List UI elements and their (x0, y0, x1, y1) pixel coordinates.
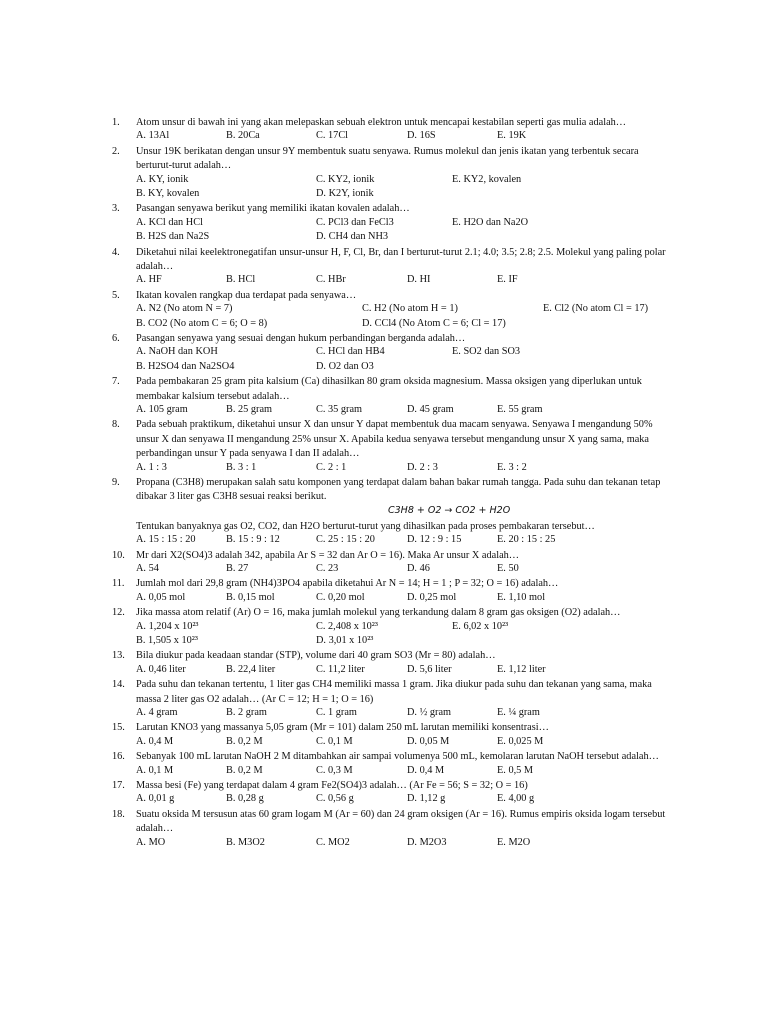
answer-option: B. 15 : 9 : 12 (226, 534, 280, 546)
options-row (0, 130, 768, 144)
answer-option: B. 0,15 mol (226, 591, 275, 603)
question-list (0, 116, 768, 851)
answer-option: A. 0,05 mol (136, 591, 186, 603)
question-text: Bila diukur pada keadaan standar (STP), volume dari 40 gram SO3 (Mr = 80) adalah… (136, 650, 496, 662)
question-number: 15. (112, 722, 125, 734)
question-text: Pasangan senyawa berikut yang memiliki ikatan kovalen adalah… (136, 203, 410, 215)
question-text: Suatu oksida M tersusun atas 60 gram logam M (Ar = 60) dan 24 gram oksigen (Ar = 16). Rumus empiris oksida logam tersebut adalah… (136, 808, 666, 835)
question-text: Pasangan senyawa yang sesuai dengan hukum perbandingan berganda adalah… (136, 332, 466, 344)
answer-option: A. KY, ionik (136, 173, 189, 185)
question-11 (0, 577, 768, 591)
question-number: 18. (112, 808, 125, 820)
options-row (0, 231, 768, 245)
answer-option: D. 45 gram (407, 403, 454, 415)
question-14 (0, 678, 768, 707)
answer-option: B. 22,4 liter (226, 663, 276, 675)
question-number: 5. (112, 289, 120, 301)
answer-option: A. 54 (136, 562, 159, 574)
question-text: Mr dari X2(SO4)3 adalah 342, apabila Ar S = 32 dan Ar O = 16). Maka Ar unsur X adalah… (136, 549, 520, 561)
answer-option: D. ½ gram (407, 706, 452, 718)
answer-option: D. CH4 dan NH3 (316, 231, 389, 243)
question-number: 2. (112, 145, 120, 157)
answer-option: A. 1 : 3 (136, 461, 167, 473)
answer-option: E. 20 : 15 : 25 (497, 534, 556, 546)
answer-option: A. 0,01 g (136, 793, 175, 805)
answer-option: B. H2S dan Na2S (136, 231, 210, 243)
options-row (0, 217, 768, 231)
reaction-equation: C3H8 + O2 → CO2 + H2O (388, 504, 511, 516)
answer-option: E. 6,02 x 10²³ (452, 620, 509, 632)
options-row (0, 462, 768, 476)
answer-option: C. 2 : 1 (316, 461, 347, 473)
question-7 (0, 375, 768, 404)
answer-option: B. 0,28 g (226, 793, 264, 805)
answer-option: C. KY2, ionik (316, 173, 375, 185)
options-row (0, 707, 768, 721)
options-row (0, 837, 768, 851)
answer-option: A. 13Al (136, 130, 170, 142)
question-13 (0, 649, 768, 663)
answer-option: E. M2O (497, 836, 531, 848)
answer-option: B. 0,2 M (226, 735, 263, 747)
answer-option: C. 17Cl (316, 130, 349, 142)
question-2 (0, 145, 768, 174)
options-row (0, 174, 768, 188)
answer-option: A. 105 gram (136, 403, 188, 415)
answer-option: C. 1 gram (316, 706, 357, 718)
answer-option: E. 55 gram (497, 403, 543, 415)
answer-option: E. 19K (497, 130, 527, 142)
options-row (0, 765, 768, 779)
answer-option: D. 1,12 g (407, 793, 446, 805)
answer-option: B. 3 : 1 (226, 461, 257, 473)
answer-option: D. 2 : 3 (407, 461, 438, 473)
question-number: 1. (112, 117, 120, 128)
answer-option: A. 15 : 15 : 20 (136, 534, 196, 546)
question-number: 8. (112, 419, 120, 431)
answer-option: D. M2O3 (407, 836, 447, 848)
answer-option: E. 4,00 g (497, 793, 535, 805)
answer-option: E. 1,12 liter (497, 663, 546, 675)
question-text: Atom unsur di bawah ini yang akan melepaskan sebuah elektron untuk mencapai kestabilan seperti gas mulia adalah… (136, 117, 627, 128)
answer-option: D. 46 (407, 562, 430, 574)
answer-option: C. 2,408 x 10²³ (316, 620, 378, 632)
answer-option: C. 0,56 g (316, 793, 354, 805)
question-number: 14. (112, 679, 125, 691)
question-text: Propana (C3H8) merupakan salah satu komponen yang terdapat dalam bahan bakar rumah tangga. Pada suhu dan tekanan tetap dibakar 3 liter gas C3H8 sesuai reaksi berikut. (136, 476, 661, 503)
answer-option: E. 0,5 M (497, 764, 534, 776)
question-number: 10. (112, 549, 125, 561)
answer-option: B. 20Ca (226, 130, 260, 142)
answer-option: D. HI (407, 274, 431, 286)
question-10 (0, 549, 768, 563)
question-number: 4. (112, 246, 120, 258)
options-row (0, 361, 768, 375)
question-18 (0, 808, 768, 837)
answer-option: E. 0,025 M (497, 735, 544, 747)
answer-option: B. KY, kovalen (136, 188, 200, 199)
answer-option: C. 0,20 mol (316, 591, 365, 603)
question-text: Ikatan kovalen rangkap dua terdapat pada senyawa… (136, 289, 357, 301)
question-number: 6. (112, 332, 120, 344)
answer-option: D. 16S (407, 130, 436, 142)
answer-option: A. MO (136, 836, 166, 848)
answer-option: E. Cl2 (No atom Cl = 17) (543, 303, 649, 315)
answer-option: C. HBr (316, 274, 346, 286)
question-15 (0, 721, 768, 735)
question-16 (0, 750, 768, 764)
answer-option: B. 0,2 M (226, 764, 263, 776)
answer-option: C. 0,3 M (316, 764, 353, 776)
question-text: Pada suhu dan tekanan tertentu, 1 liter gas CH4 memiliki massa 1 gram. Jika diukur pada suhu dan tekanan yang sama, maka massa 2 liter gas O2 adalah… (Ar C = 12; H = 1; O = 16) (136, 679, 652, 705)
answer-option: D. K2Y, ionik (316, 188, 374, 199)
answer-option: C. PCl3 dan FeCl3 (316, 216, 394, 228)
options-row (0, 621, 768, 635)
answer-option: E. H2O dan Na2O (452, 216, 529, 228)
answer-option: A. 1,204 x 10²³ (136, 620, 199, 632)
question-4 (0, 246, 768, 275)
answer-option: D. O2 dan O3 (316, 360, 374, 372)
question-text: Larutan KNO3 yang massanya 5,05 gram (Mr = 101) dalam 250 mL larutan memiliki konsentrasi… (136, 722, 549, 734)
answer-option: D. 0,05 M (407, 735, 450, 747)
question-9 (0, 476, 768, 505)
answer-option: C. 25 : 15 : 20 (316, 534, 375, 546)
question-1 (0, 116, 768, 130)
answer-option: B. 25 gram (226, 403, 273, 415)
answer-option: A. 0,1 M (136, 764, 174, 776)
answer-option: D. 0,4 M (407, 764, 445, 776)
answer-option: B. H2SO4 dan Na2SO4 (136, 360, 235, 372)
question-text: Pada sebuah praktikum, diketahui unsur X dan unsur Y dapat membentuk dua macam senyawa. Senyawa I mengandung 50% unsur X dan senyawa II mengandung 25% unsur X. Apabila kedua senyawa tersebut mengandung unsur X yang sama, maka perbandingan unsur Y pada senyawa I dan II adalah… (136, 419, 653, 460)
question-number: 11. (112, 578, 125, 590)
options-row (0, 274, 768, 288)
answer-option: B. 1,505 x 10²³ (136, 634, 198, 646)
question-number: 7. (112, 376, 120, 388)
answer-option: C. 11,2 liter (316, 663, 365, 675)
question-5 (0, 289, 768, 303)
options-row (0, 346, 768, 360)
answer-option: A. N2 (No atom N = 7) (136, 303, 233, 315)
answer-option: A. HF (136, 274, 162, 286)
question-text: Jumlah mol dari 29,8 gram (NH4)3PO4 apabila diketahui Ar N = 14; H = 1 ; P = 32; O = 16) adalah… (136, 578, 559, 590)
answer-option: D. 12 : 9 : 15 (407, 534, 462, 546)
answer-option: B. M3O2 (226, 836, 265, 848)
options-row (0, 534, 768, 548)
question-8 (0, 418, 768, 461)
answer-option: B. 2 gram (226, 706, 267, 718)
answer-option: C. H2 (No atom H = 1) (362, 303, 458, 315)
answer-option: A. NaOH dan KOH (136, 346, 218, 358)
answer-option: B. CO2 (No atom C = 6; O = 8) (136, 317, 268, 329)
answer-option: C. 0,1 M (316, 735, 353, 747)
answer-option: E. IF (497, 274, 518, 286)
answer-option: D. CCl4 (No Atom C = 6; Cl = 17) (362, 317, 506, 329)
answer-option: E. 3 : 2 (497, 461, 527, 473)
question-number: 16. (112, 751, 125, 763)
answer-option: B. HCl (226, 274, 256, 286)
answer-option: E. SO2 dan SO3 (452, 346, 521, 358)
question-text-continued: Tentukan banyaknya gas O2, CO2, dan H2O berturut-turut yang dihasilkan pada proses pembakaran tersebut… (136, 520, 595, 532)
answer-option: E. ¼ gram (497, 706, 540, 718)
question-number: 13. (112, 650, 125, 662)
options-row (0, 592, 768, 606)
answer-option: A. 4 gram (136, 706, 178, 718)
question-number: 17. (112, 779, 125, 791)
question-6 (0, 332, 768, 346)
options-row (0, 793, 768, 807)
question-3 (0, 202, 768, 216)
question-number: 12. (112, 607, 125, 619)
options-row (0, 303, 768, 317)
options-row (0, 318, 768, 332)
options-row (0, 404, 768, 418)
question-12 (0, 606, 768, 620)
options-row (0, 664, 768, 678)
answer-option: D. 5,6 liter (407, 663, 452, 675)
options-row (0, 563, 768, 577)
answer-option: A. KCl dan HCl (136, 216, 203, 228)
question-text: Sebanyak 100 mL larutan NaOH 2 M ditambahkan air sampai volumenya 500 mL, kemolaran larutan NaOH tersebut adalah… (136, 751, 659, 763)
question-text: Jika massa atom relatif (Ar) O = 16, maka jumlah molekul yang terkandung dalam 8 gram gas oksigen (O2) adalah… (136, 607, 621, 619)
answer-option: C. MO2 (316, 836, 350, 848)
answer-option: E. KY2, kovalen (452, 173, 522, 185)
options-row (0, 635, 768, 649)
answer-option: E. 1,10 mol (497, 591, 546, 603)
question-text: Pada pembakaran 25 gram pita kalsium (Ca) dihasilkan 80 gram oksida magnesium. Massa oksigen yang diperlukan untuk membakar kalsium tersebut adalah… (136, 376, 642, 402)
answer-option: C. HCl dan HB4 (316, 346, 385, 358)
options-row (0, 188, 768, 202)
question-number: 3. (112, 203, 120, 215)
question-17 (0, 779, 768, 793)
answer-option: A. 0,4 M (136, 735, 174, 747)
options-row (0, 736, 768, 750)
question-number: 9. (112, 476, 120, 488)
answer-option: D. 0,25 mol (407, 591, 457, 603)
answer-option: A. 0,46 liter (136, 663, 186, 675)
question-text: Diketahui nilai keelektronegatifan unsur-unsur H, F, Cl, Br, dan I berturut-turut 2.1; 4.0; 3.5; 2.8; 2.5. Molekul yang paling polar adalah… (136, 246, 666, 272)
answer-option: D. 3,01 x 10²³ (316, 634, 374, 646)
question-text: Massa besi (Fe) yang terdapat dalam 4 gram Fe2(SO4)3 adalah… (Ar Fe = 56; S = 32; O = 16) (136, 779, 528, 791)
answer-option: B. 27 (226, 562, 249, 574)
answer-option: E. 50 (497, 562, 519, 574)
question-text: Unsur 19K berikatan dengan unsur 9Y membentuk suatu senyawa. Rumus molekul dan jenis ikatan yang terbentuk secara berturut-turut adalah… (136, 145, 639, 172)
answer-option: C. 35 gram (316, 403, 363, 415)
answer-option: C. 23 (316, 562, 339, 574)
